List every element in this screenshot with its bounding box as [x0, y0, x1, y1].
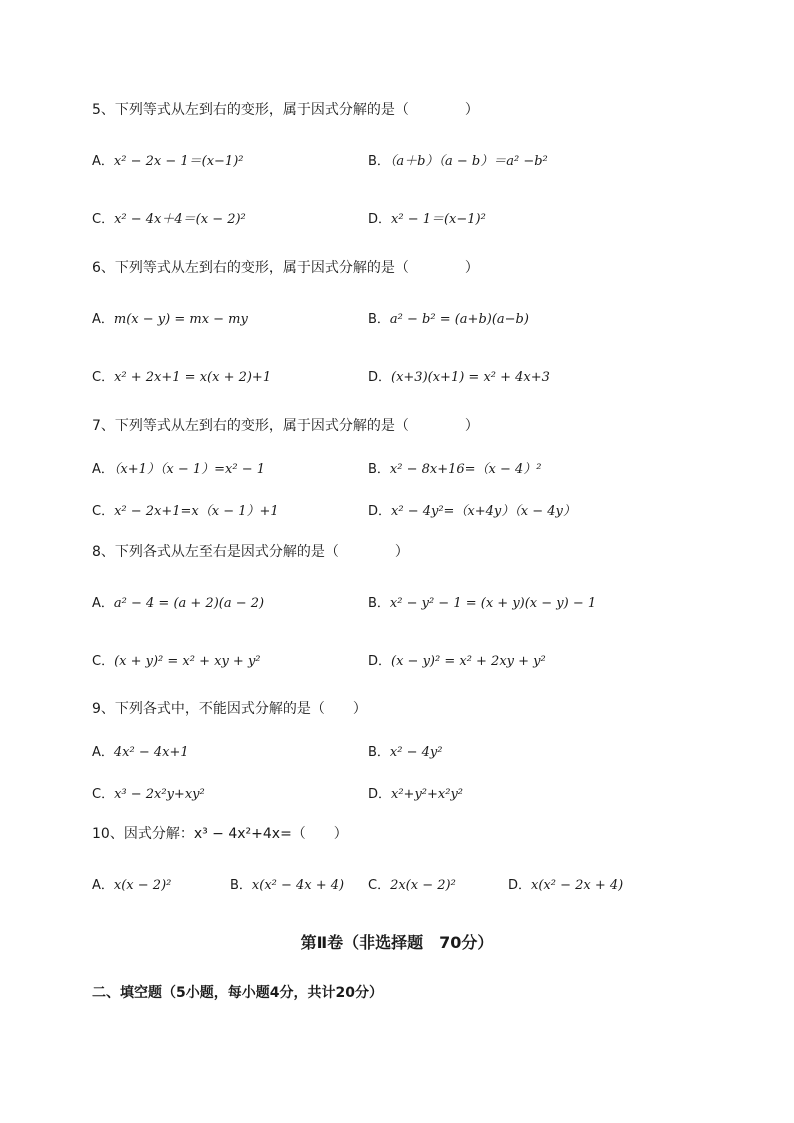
option-text: x³ − 2x²y+xy²: [114, 787, 205, 802]
question-8-option-a: [92, 592, 264, 611]
question-5-option-a: [92, 150, 244, 169]
option-text: (x + y)² = x² + xy + y²: [114, 654, 261, 669]
option-text: x(x² − 2x + 4): [531, 878, 624, 893]
question-10-option-a: [92, 874, 171, 893]
question-7-option-c: [92, 500, 279, 519]
question-8-option-d: [368, 650, 546, 669]
option-text: x² − 4x＋4＝(x − 2)²: [114, 212, 246, 227]
question-10-option-b: [230, 874, 344, 893]
option-text: m(x − y) = mx − my: [113, 312, 248, 327]
option-label: C．: [92, 787, 115, 802]
option-text: x²+y²+x²y²: [391, 787, 463, 802]
option-label: D．: [368, 787, 392, 802]
option-label: C．: [92, 504, 115, 519]
question-10-stem: 10、因式分解：x³ − 4x²+4x=（ ）: [92, 826, 348, 842]
section-title: 第Ⅱ卷（非选择题 70分）: [300, 933, 494, 952]
question-6-option-a: [92, 308, 248, 327]
option-label: A．: [92, 312, 114, 327]
question-5-option-c: [92, 208, 246, 227]
option-text: x² − 8x+16=（x − 4）²: [389, 462, 542, 477]
question-9-stem: 9、下列各式中，不能因式分解的是（ ）: [92, 701, 367, 717]
option-text: x² − 4y²: [389, 745, 443, 760]
option-text: 2x(x − 2)²: [390, 878, 456, 893]
question-8-option-c: [92, 650, 261, 669]
option-label: A．: [92, 878, 114, 893]
option-label: C．: [92, 654, 115, 669]
question-7-option-a: [92, 458, 265, 477]
option-label: C．: [368, 878, 391, 893]
option-text: x² − 2x+1=x（x − 1）+1: [114, 504, 279, 519]
option-label: B．: [368, 745, 390, 760]
section-subtitle: 二、填空题（5小题，每小题4分，共计20分）: [92, 985, 383, 1001]
option-label: A．: [92, 596, 114, 611]
question-9-option-d: [368, 783, 463, 802]
option-text: a² − b² = (a+b)(a−b): [389, 312, 529, 327]
option-text: (x+3)(x+1) = x² + 4x+3: [391, 370, 550, 385]
option-label: A．: [92, 154, 114, 169]
question-5-option-d: [368, 208, 486, 227]
option-text: x² − 1＝(x−1)²: [391, 212, 486, 227]
question-9-option-a: [92, 741, 189, 760]
option-text: 4x² − 4x+1: [113, 745, 189, 760]
option-text: （a＋b）（a − b）＝a² −b²: [389, 154, 548, 169]
option-label: B．: [368, 154, 390, 169]
question-5-stem: 5、下列等式从左到右的变形，属于因式分解的是（ ）: [92, 102, 479, 118]
option-label: C．: [92, 212, 115, 227]
question-9-option-b: [368, 741, 442, 760]
option-label: B．: [230, 878, 252, 893]
option-text: x² + 2x+1 = x(x + 2)+1: [114, 370, 272, 385]
option-label: C．: [92, 370, 115, 385]
question-6-option-c: [92, 366, 271, 385]
option-text: (x − y)² = x² + 2xy + y²: [391, 654, 546, 669]
option-text: x² − 4y²=（x+4y）（x − 4y）: [391, 504, 576, 519]
option-text: a² − 4 = (a + 2)(a − 2): [113, 596, 265, 611]
question-9-option-c: [92, 783, 205, 802]
option-label: D．: [368, 370, 392, 385]
option-label: D．: [368, 212, 392, 227]
option-label: B．: [368, 596, 390, 611]
question-7-option-d: [368, 500, 576, 519]
question-7-option-b: [368, 458, 542, 477]
question-8-option-b: [368, 592, 596, 611]
question-10-option-d: [508, 874, 623, 893]
question-10-option-c: [368, 874, 456, 893]
option-text: （x+1）（x − 1）=x² − 1: [113, 462, 266, 477]
option-label: D．: [368, 654, 392, 669]
option-text: x² − 2x − 1＝(x−1)²: [113, 154, 244, 169]
question-7-stem: 7、下列等式从左到右的变形，属于因式分解的是（ ）: [92, 418, 479, 434]
option-label: A．: [92, 462, 114, 477]
option-text: x(x − 2)²: [113, 878, 172, 893]
option-label: B．: [368, 312, 390, 327]
question-6-option-b: [368, 308, 529, 327]
question-6-stem: 6、下列等式从左到右的变形，属于因式分解的是（ ）: [92, 260, 479, 276]
option-text: x² − y² − 1 = (x + y)(x − y) − 1: [389, 596, 597, 611]
question-8-stem: 8、下列各式从左至右是因式分解的是（ ）: [92, 544, 409, 560]
question-5-option-b: [368, 150, 548, 169]
option-text: x(x² − 4x + 4): [251, 878, 345, 893]
option-label: B．: [368, 462, 390, 477]
option-label: D．: [508, 878, 532, 893]
question-6-option-d: [368, 366, 550, 385]
option-label: A．: [92, 745, 114, 760]
option-label: D．: [368, 504, 392, 519]
